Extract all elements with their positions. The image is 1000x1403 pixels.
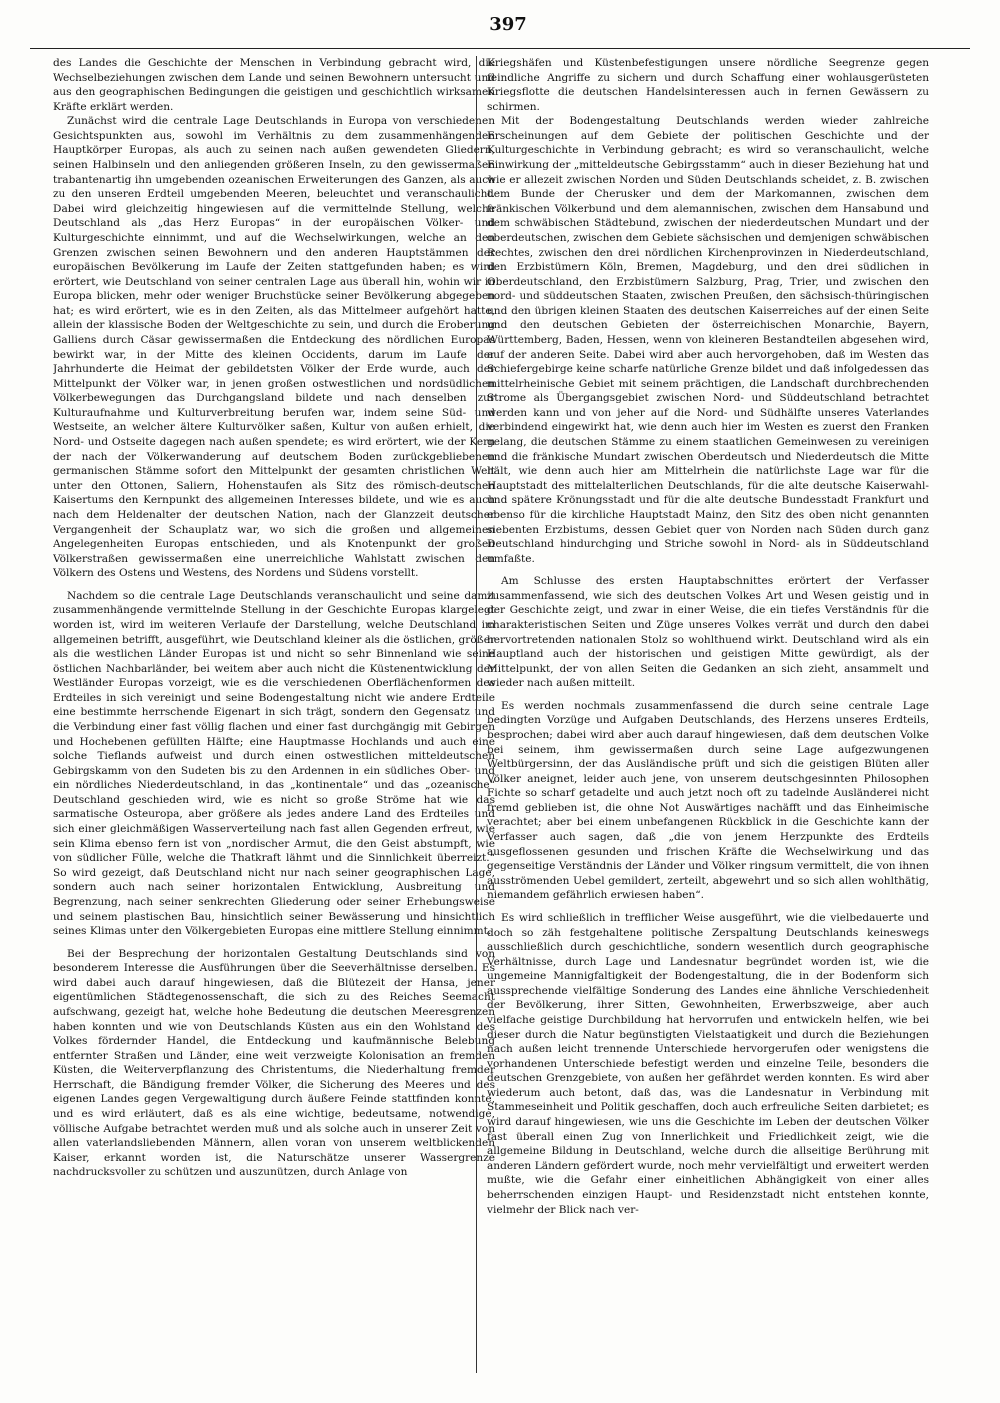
right-paragraph-2: Mit der Bodengestaltung Deutschlands werden wieder zahlreiche Erscheinungen auf dem Gebiete der politischen Geschichte und der Kulturgeschichte in Verbindung gebracht; es wird so veranschaulicht, welche Einwirkung der „mitteldeutsche Gebirgsstamm“ auch in dieser Beziehung hat und wie er allezeit zwischen Norden und Süden Deutschlands scheidet, z. B. zwischen dem Bunde der Cherusker und dem der Markomannen, zwischen dem fränkischen Völkerbund und dem alemannischen, zwischen dem Hansabund und dem schwäbischen Städtebund, zwischen der niederdeutschen Mundart und der oberdeutschen, zwischen dem Gebiete sächsischen und demjenigen schwäbischen Rechtes, zwischen den drei nördlichen Kirchenprovinzen in Niederdeutschland, den Erzbistümern Köln, Bremen, Magdeburg, und den drei südlichen in Oberdeutschland, den Erzbistümern Salzburg, Prag, Trier, und zwischen den nord- und süddeutschen Staaten, zwischen Preußen, den sächsisch-thüringischen und den übrigen kleinen Staaten des deutschen Kaiserreiches auf der einen Seite und den deutschen Gebieten der österreichischen Monarchie, Bayern, Württemberg, Baden, Hessen, wenn von kleineren Bestandteilen abgesehen wird, auf der anderen Seite. Dabei wird aber auch hervorgehoben, daß im Westen das Schiefergebirge keine scharfe natürliche Grenze bildet und daß infolgedessen das mittelrheinische Gebiet mit seinem prächtigen, die Landschaft durchbrechenden Strome als Übergangsgebiet zwischen Nord- und Süddeutschland betrachtet werden kann und von jeher auf die Nord- und Südhälfte unseres Vaterlandes verbindend eingewirkt hat, wie denn auch hier im Westen es zuerst den Franken gelang, die deutschen Stämme zu einem staatlichen Gemeinwesen zu vereinigen und die fränkische Mundart zwischen Oberdeutsch und Niederdeutsch die Mitte hält, wie denn auch hier am Mittelrhein die natürlichste Lage war für die Hauptstadt des mittelalterlichen Deutschlands, für die alte deutsche Kaiserwahl- und spätere Krönungsstadt und für die alte deutsche Bundesstadt Frankfurt und ebenso für die kirchliche Hauptstadt Mainz, den Sitz des oben nicht genannten siebenten Erzbistums, dessen Gebiet quer von Norden nach Süden durch ganz Deutschland hindurchging und Striche sowohl in Nord- als in Süddeutschland umfaßte. [487, 115, 929, 565]
right-paragraph-3: Am Schlusse des ersten Hauptabschnittes erörtert der Verfasser zusammenfassend, wie sich des deutschen Volkes Art und Wesen geistig und in der Geschichte zeigt, und zwar in einer Weise, die ein tiefes Verständnis für die charakteristischen Seiten und Züge unseres Volkes verrät und durch den dabei hervortretenden nationalen Stolz so wohlthuend wirkt. Deutschland wird als ein Hauptland auch der historischen und geistigen Mitte gewürdigt, als der Mittelpunkt, der von allen Seiten die Gedanken an sich zieht, ansammelt und wieder nach außen mitteilt. [487, 575, 929, 690]
left-paragraph-3: Nachdem so die centrale Lage Deutschlands veranschaulicht und seine damit zusammenhängende vermittelnde Stellung in der Geschichte Europas klargelegt worden ist, wird im weiteren Verlaufe der Darstellung, welche Deutschland im allgemeinen betrifft, ausgeführt, wie Deutschland kleiner als die östlichen, größer als die westlichen Länder Europas ist und nicht so sehr Binnenland wie seine östlichen Nachbarländer, bei weitem aber auch nicht die Küstenentwicklung der Westländer Europas vorzeigt, wie es die verschiedenen Oberflächenformen des Erdteiles in sich vereinigt und seine Bodengestaltung nicht wie andere Erdteile eine bestimmte herrschende Eigenart in sich trägt, sondern den Gegensatz und die Verbindung einer fast völlig flachen und einer fast durchgängig mit Gebirgen und Hochebenen gefüllten Hälfte; eine Hauptmasse Hochlands und auch eine solche Tieflands aufweist und durch einen ostwestlichen mitteldeutschen Gebirgskamm von den Sudeten bis zu den Ardennen in ein südliches Ober- und ein nördliches Niederdeutschland, in das „kontinentale“ und das „ozeanische“ Deutschland geschieden wird, wie es nicht so große Ströme hat wie das sarmatische Osteuropa, aber größere als jedes andere Land des Erdteiles und sich einer gleichmäßigen Wasserverteilung nach fast allen Gegenden erfreut, wie sein Klima ebenso fern ist von „nordischer Armut, die den Geist abstumpft, wie von südlicher Fülle, welche die Thatkraft lähmt und die Sinnlichkeit überreizt.“ So wird gezeigt, daß Deutschland nicht nur nach seiner geographischen Lage, sondern auch nach seiner horizontalen Entwicklung, Ausbreitung und Begrenzung, nach seiner senkrechten Gliederung oder seiner Erhebungsweise und seinem plastischen Bau, hinsichtlich seiner Bewässerung und hinsichtlich seines Klimas unter den Völkergebieten Europas eine mittlere Stellung einnimmt. [53, 589, 495, 938]
left-paragraph-2: Zunächst wird die centrale Lage Deutschlands in Europa von verschiedenen Gesichtspunkten aus, sowohl im Verhältnis zu dem zusammenhängenden Hauptkörper Europas, als auch zu seinen nach außen gewendeten Gliedern, seinen Halbinseln und den anliegenden größeren Inseln, zu den gewissermaßen trabantenartig ihn umgebenden ozeanischen Erweiterungen des Ganzen, als auch zu den unseren Erdteil umgebenden Meeren, beleuchtet und veranschaulicht. Dabei wird gleichzeitig hingewiesen auf die vermittelnde Stellung, welche Deutschland als „das Herz Europas“ in der europäischen Völker- und Kulturgeschichte einnimmt, und auf die Wechselwirkungen, welche an den Grenzen zwischen seinen Bewohnern und den anderen Hauptstämmen der europäischen Bevölkerung im Laufe der Zeiten stattgefunden haben; es wird erörtert, wie Deutschland von seiner centralen Lage aus überall hin, wohin wir in Europa blicken, mehr oder weniger Bruchstücke seiner Bevölkerung abgegeben hat; es wird erörtert, wie es in den Zeiten, als das Mittelmeer aufgehört hatte, allein der klassische Boden der Weltgeschichte zu sein, und durch die Eroberung Galliens durch Cäsar gewissermaßen die Entdeckung des nördlichen Europas bewirkt war, in der Mitte des kleinen Occidents, darum im Laufe der Jahrhunderte die Heimat der gebildetsten Völker der Erde wurde, auch der Mittelpunkt der Völker war, in jenen großen ostwestlichen und nordsüdlichen Völkerbewegungen das Durchgangsland bildete und nach denselben zur Kulturaufnahme und Kulturverbreitung berufen war, indem seine Süd- und Westseite, an welcher ältere Kulturvölker saßen, Kultur von außen erhielt, die Nord- und Ostseite dagegen nach außen spendete; es wird erörtert, wie der Kern der nach der Völkerwanderung auf deutschem Boden zurückgebliebenen germanischen Stämme sofort den Mittelpunkt der gesamten christlichen Welt unter den Ottonen, Saliern, Hohenstaufen als Sitz des römisch-deutschen Kaisertums den Kernpunkt des allgemeinen Interesses bildete, und wie es auch nach dem Heldenalter der deutschen Nation, nach der Glanzzeit deutscher Vergangenheit der Schauplatz war, wo sich die großen und allgemeinen Angelegenheiten Europas entschieden, und als Knotenpunkt der großen Völkerstraßen gewissermaßen eine unerreichliche Wahlstatt zwischen den Völkern des Ostens und Westens, des Nordens und Südens vorstellt. [53, 115, 495, 580]
left-column [53, 56, 495, 1373]
page-number: 397 [489, 14, 527, 35]
right-paragraph-1: Kriegshäfen und Küstenbefestigungen unsere nördliche Seegrenze gegen feindliche Angriffe zu sichern und durch Schaffung einer wohlausgerüsteten Kriegsflotte die deutschen Handelsinteressen auch in fernen Gewässern zu schirmen. [487, 57, 929, 113]
column-divider [476, 56, 477, 1373]
right-paragraph-5: Es wird schließlich in trefflicher Weise ausgeführt, wie die vielbedauerte und doch so zäh festgehaltene politische Zerspaltung Deutschlands keineswegs ausschließlich durch geschichtliche, sondern wesentlich durch geographische Verhältnisse, durch Lage und Landesnatur begründet worden ist, wie die ungemeine Mannigfaltigkeit der Bodengestaltung, die in der Bodenform sich aussprechende vielfältige Sonderung des Landes eine ähnliche Verschiedenheit der Bevölkerung, ihrer Sitten, Gewohnheiten, Erwerbszweige, aber auch vielfache geistige Durchbildung hat hervorrufen und entwickeln helfen, wie bei dieser durch die Natur begünstigten Vielstaatigkeit und durch die Beziehungen nach außen leicht trennende Unterschiede hervorgerufen oder wenigstens die vorhandenen Unterschiede befestigt werden und einzelne Teile, besonders die deutschen Grenzgebiete, von außen her gefährdet werden konnten. Es wird aber wiederum auch betont, daß das, was die Landesnatur in Verbindung mit Stammeseinheit und Politik geschaffen, doch auch erfreuliche Seiten darbietet; es wird darauf hingewiesen, wie uns die Geschichte im Leben der deutschen Völker fast überall einen Zug von Innerlichkeit und Friedlichkeit zeigt, wie die allgemeine Bildung in Deutschland, welche durch die allseitige Berührung mit anderen Ländern gefördert wurde, noch mehr vervielfältigt und erweitert werden mußte, wie die Gefahr einer einheitlichen Abhängigkeit von einer alles beherrschenden einzigen Haupt- und Residenzstadt nicht entstehen konnte, vielmehr der Blick nach ver- [487, 911, 929, 1216]
right-paragraph-4: Es werden nochmals zusammenfassend die durch seine centrale Lage bedingten Vorzüge und Aufgaben Deutschlands, des Herzens unseres Erdteils, besprochen; dabei wird aber auch darauf hingewiesen, daß dem deutschen Volke bei seinem, ihm gewissermaßen durch seine Lage aufgezwungenen Weltbürgersinn, der das Ausländische prüft und sich die geistigen Blüten aller Völker aneignet, leider auch jene, von unserem deutschgesinnten Philosophen Fichte so scharf getadelte und auch jetzt noch oft zu tadelnde Ausländerei nicht fremd geblieben ist, die ohne Not Auswärtiges nachäfft und das Einheimische verachtet; aber bei einem unbefangenen Rückblick in die Geschichte kann der Verfasser auch sagen, daß „die von jenem Herzpunkte des Erdteils ausgeflossenen gesunden und frischen Kräfte die Wechselwirkung und das gegenseitige Verständnis der Länder und Völker ringsum vermittelt, die von ihnen ausströmenden Uebel gemildert, zerteilt, abgewehrt und so sich allen wohlthätig, niemandem gefährlich erwiesen haben“. [487, 699, 929, 902]
header-rule [30, 48, 970, 49]
right-column [487, 56, 929, 1373]
left-paragraph-1: des Landes die Geschichte der Menschen in Verbindung gebracht wird, die Wechselbeziehungen zwischen dem Lande und seinen Bewohnern untersucht und aus den geographischen Bedingungen die geistigen und geschichtlich wirksamen Kräfte erklärt werden. [53, 57, 495, 113]
left-paragraph-4: Bei der Besprechung der horizontalen Gestaltung Deutschlands sind von besonderem Interesse die Ausführungen über die Seeverhältnisse derselben. Es wird dabei auch darauf hingewiesen, daß die Blütezeit der Hansa, jener eigentümlichen Städtegenossenschaft, die sich zu des Reiches Seemacht aufschwang, gezeigt hat, welche hohe Bedeutung die deutschen Meeresgrenzen haben konnten und wie von Deutschlands Küsten aus ein den Wohlstand des Volkes fördernder Handel, die Entdeckung und kaufmännische Belebung entfernter Straßen und Länder, eine weit verzweigte Kolonisation an fremden Küsten, die Weiterverpflanzung des Christentums, die Niederhaltung fremder Herrschaft, die Bändigung fremder Völker, die Sicherung des Meeres und des eigenen Landes gegen Vergewaltigung durch äußere Feinde stattfinden konnte, und es wird erläutert, daß es als eine wichtige, bedeutsame, notwendige, völlische Aufgabe betrachtet werden muß und als solche auch in unserer Zeit von allen vaterlandsliebenden Männern, allen voran von unserem weltblickenden Kaiser, erkannt worden ist, die Naturschätze unserer Wassergrenze nachdrucksvoller zu schützen und auszunützen, durch Anlage von [53, 947, 495, 1179]
